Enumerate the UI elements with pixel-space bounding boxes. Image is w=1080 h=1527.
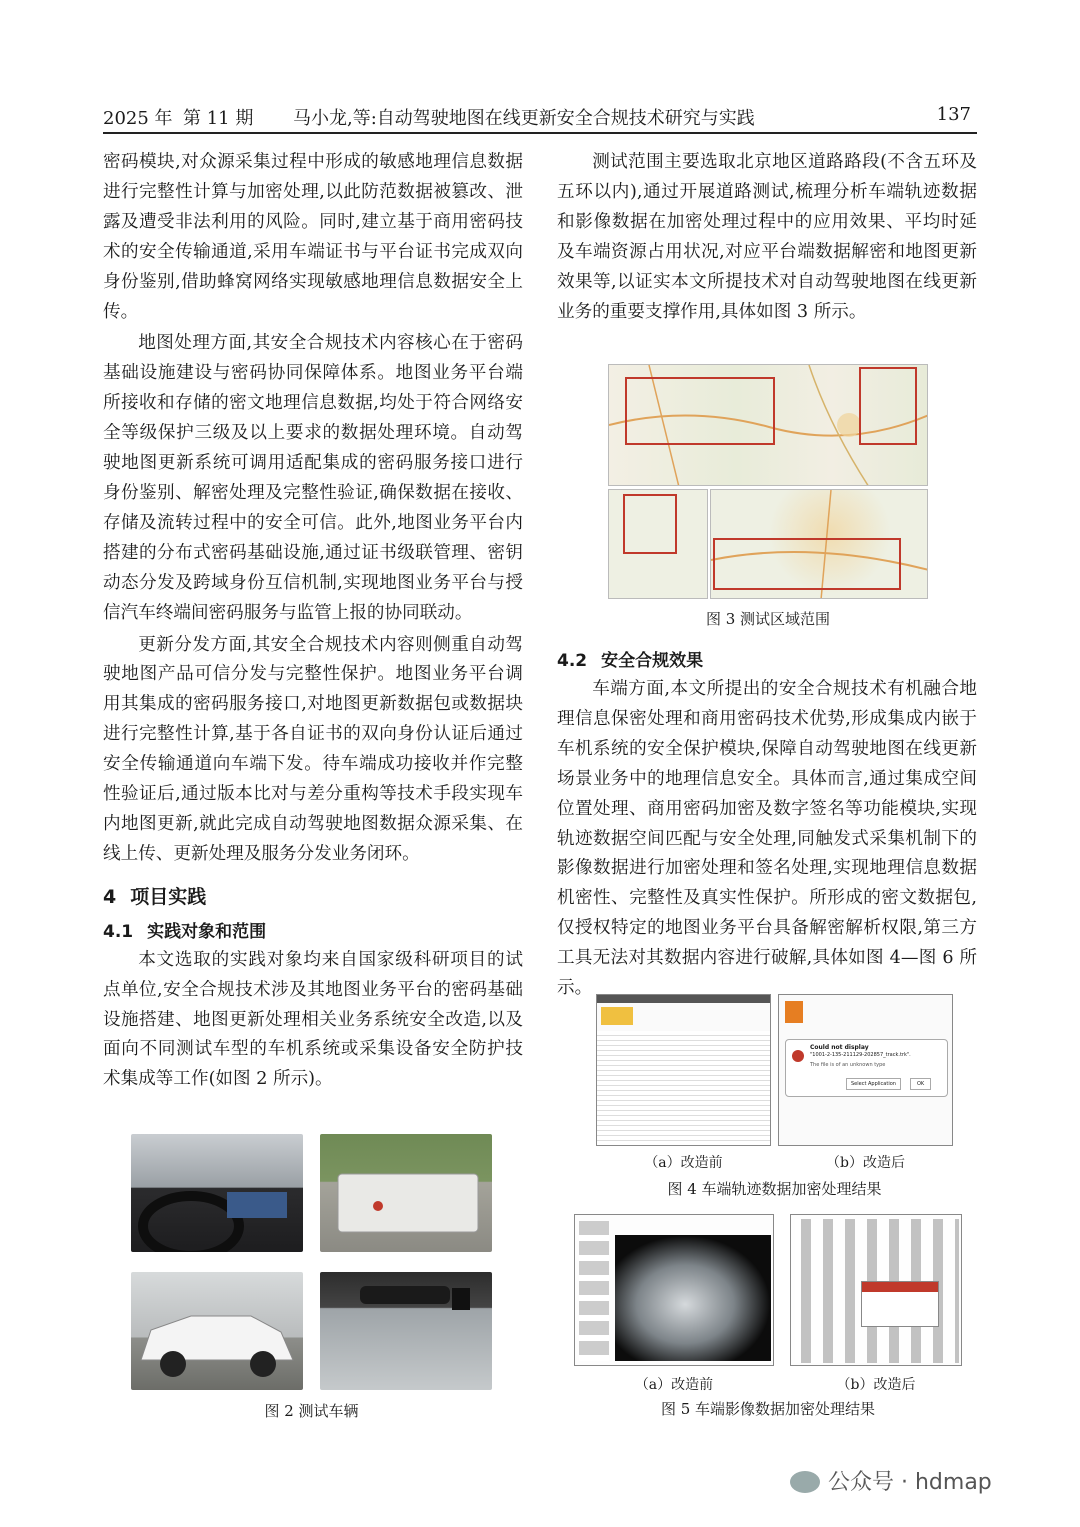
map-panel-bottom-right bbox=[710, 489, 928, 599]
image-data-before-screenshot bbox=[574, 1214, 774, 1366]
image-data-after-screenshot bbox=[790, 1214, 962, 1366]
paragraph: 测试范围主要选取北京地区道路路段(不含五环及五环以内),通过开展道路测试,梳理分析车端轨迹数据和影像数据在加密处理过程中的应用效果、平均时延及车端资源占用状况,对应平台端数据解密和地图更新效果等,以证实本文所提技术对自动驾驶地图在线更新业务的重要支撑作用,具体如图 3 所示。 bbox=[557, 152, 977, 322]
map-panel-bottom-left bbox=[608, 489, 708, 599]
track-data-before-screenshot bbox=[596, 994, 771, 1146]
roof-device-photo bbox=[320, 1134, 492, 1252]
figure-3-caption: 图 3 测试区域范围 bbox=[705, 610, 831, 628]
header-year: 2025 年 bbox=[103, 108, 173, 129]
map-panel-top bbox=[608, 364, 928, 486]
paragraph: 更新分发方面,其安全合规技术内容则侧重自动驾驶地图产品可信分发与完整性保护。地图业务平台调用其集成的密码服务接口,对地图更新数据包或数据块进行完整性计算,基于各自证书的双向身份认证后通过安全传输通道向车端下发。待车端成功接收并作完整性验证后,通过版本比对与差分重构等技术手段实现车内地图更新,就此完成自动驾驶地图数据众源采集、在线上传、更新处理及服务分发业务闭环。 bbox=[103, 634, 523, 864]
car-dashboard-photo bbox=[131, 1134, 303, 1252]
track-data-after-screenshot bbox=[778, 994, 953, 1146]
subsection-heading bbox=[557, 646, 977, 671]
error-dialog bbox=[861, 1281, 939, 1327]
figure-5a-label: （a）改造前 bbox=[634, 1377, 714, 1393]
figure-5-caption: 图 5 车端影像数据加密处理结果 bbox=[660, 1400, 876, 1418]
paragraph: 密码模块,对众源采集过程中形成的敏感地理信息数据进行完整性计算与加密处理,以此防范数据被篡改、泄露及遭受非法利用的风险。同时,建立基于商用密码技术的安全传输通道,采用车端证书与平台证书完成双向身份鉴别,借助蜂窝网络实现敏感地理信息数据安全上传。 bbox=[103, 152, 523, 322]
file-icon bbox=[601, 1007, 633, 1025]
figure-2-caption: 图 2 测试车辆 bbox=[264, 1402, 359, 1420]
figure-4a-label: （a）改造前 bbox=[644, 1155, 723, 1171]
paragraph: 地图处理方面,其安全合规技术内容核心在于密码基础设施建设与密码协同保障体系。地图业务平台端所接收和存储的密文地理信息数据,均处于符合网络安全等级保护三级及以上要求的数据处理环境。自动驾驶地图更新系统可调用适配集成的密码服务接口进行身份鉴别、解密处理及完整性验证,确保数据在接收、存储及流转过程中的安全可信。此外,地图业务平台内搭建的分布式密码基础设施,通过证书级联管理、密钥动态分发及跨域身份互信机制,实现地图业务平台与授信汽车终端间密码服务与监管上报的协同联动。 bbox=[103, 333, 523, 623]
section-number: 4 bbox=[103, 885, 117, 908]
right-column bbox=[557, 148, 977, 329]
section-heading bbox=[103, 882, 523, 909]
dialog-message: The file is of an unknown type bbox=[810, 1062, 886, 1068]
paragraph: 本文选取的实践对象均来自国家级科研项目的试点单位,安全合规技术涉及其地图业务平台的密码基础设施搭建、地图更新处理相关业务系统安全改造,以及面向不同测试车型的车机系统或采集设备安全防护技术集成等工作(如图 2 所示)。 bbox=[103, 949, 523, 1090]
figure-4b-label: （b）改造后 bbox=[826, 1155, 905, 1171]
dialog-title: Could not display bbox=[810, 1044, 869, 1051]
figure-4-caption: 图 4 车端轨迹数据加密处理结果 bbox=[667, 1180, 882, 1198]
subsection-title: 实践对象和范围 bbox=[147, 921, 267, 942]
error-icon bbox=[792, 1050, 804, 1062]
file-icon bbox=[785, 1001, 803, 1023]
test-area-box bbox=[625, 377, 775, 445]
dialog-file-name: "1001-2-135-211129-202857_track.trk". bbox=[810, 1052, 911, 1058]
section-title: 项目实践 bbox=[130, 885, 207, 908]
left-column bbox=[103, 148, 523, 1097]
watermark-text: 公众号 · hdmap bbox=[828, 1470, 992, 1495]
error-dialog bbox=[785, 1039, 948, 1097]
running-header bbox=[103, 98, 977, 134]
test-area-box bbox=[859, 367, 917, 445]
steering-wheel-icon bbox=[131, 1134, 303, 1252]
subsection-number: 4.1 bbox=[103, 921, 134, 942]
right-column-lower bbox=[557, 640, 977, 1006]
header-issue: 第 11 期 bbox=[183, 108, 254, 129]
text-data-lines bbox=[597, 1031, 771, 1146]
subsection-number: 4.2 bbox=[557, 651, 588, 671]
figure-5b-label: （b）改造后 bbox=[836, 1377, 916, 1393]
subsection-heading bbox=[103, 917, 523, 942]
test-area-box bbox=[623, 494, 677, 554]
test-car-photo bbox=[131, 1272, 303, 1390]
subsection-title: 安全合规效果 bbox=[601, 651, 704, 671]
thumbnail-list bbox=[579, 1221, 609, 1361]
watermark bbox=[790, 1465, 992, 1496]
interior-camera-photo bbox=[320, 1272, 492, 1390]
wechat-icon bbox=[790, 1471, 820, 1493]
select-application-button[interactable]: Select Application bbox=[846, 1078, 901, 1090]
header-title: 马小龙,等:自动驾驶地图在线更新安全合规技术研究与实践 bbox=[293, 108, 755, 129]
camera-image-preview bbox=[615, 1235, 771, 1361]
page-number: 137 bbox=[936, 104, 971, 125]
paragraph: 车端方面,本文所提出的安全合规技术有机融合地理信息保密处理和商用密码技术优势,形成集成内嵌于车机系统的安全保护模块,保障自动驾驶地图在线更新场景业务中的地理信息安全。具体而言,通过集成空间位置处理、商用密码加密及数字签名等功能模块,实现轨迹数据空间匹配与安全处理,同触发式采集机制下的影像数据进行加密处理和签名处理,实现地理信息数据机密性、完整性及真实性保护。所形成的密文数据包,仅授权特定的地图业务平台具备解密解析权限,第三方工具无法对其数据内容进行破解,具体如图 4—图 6 所示。 bbox=[557, 679, 977, 999]
ok-button[interactable]: OK bbox=[910, 1078, 931, 1090]
test-area-box bbox=[713, 538, 901, 590]
